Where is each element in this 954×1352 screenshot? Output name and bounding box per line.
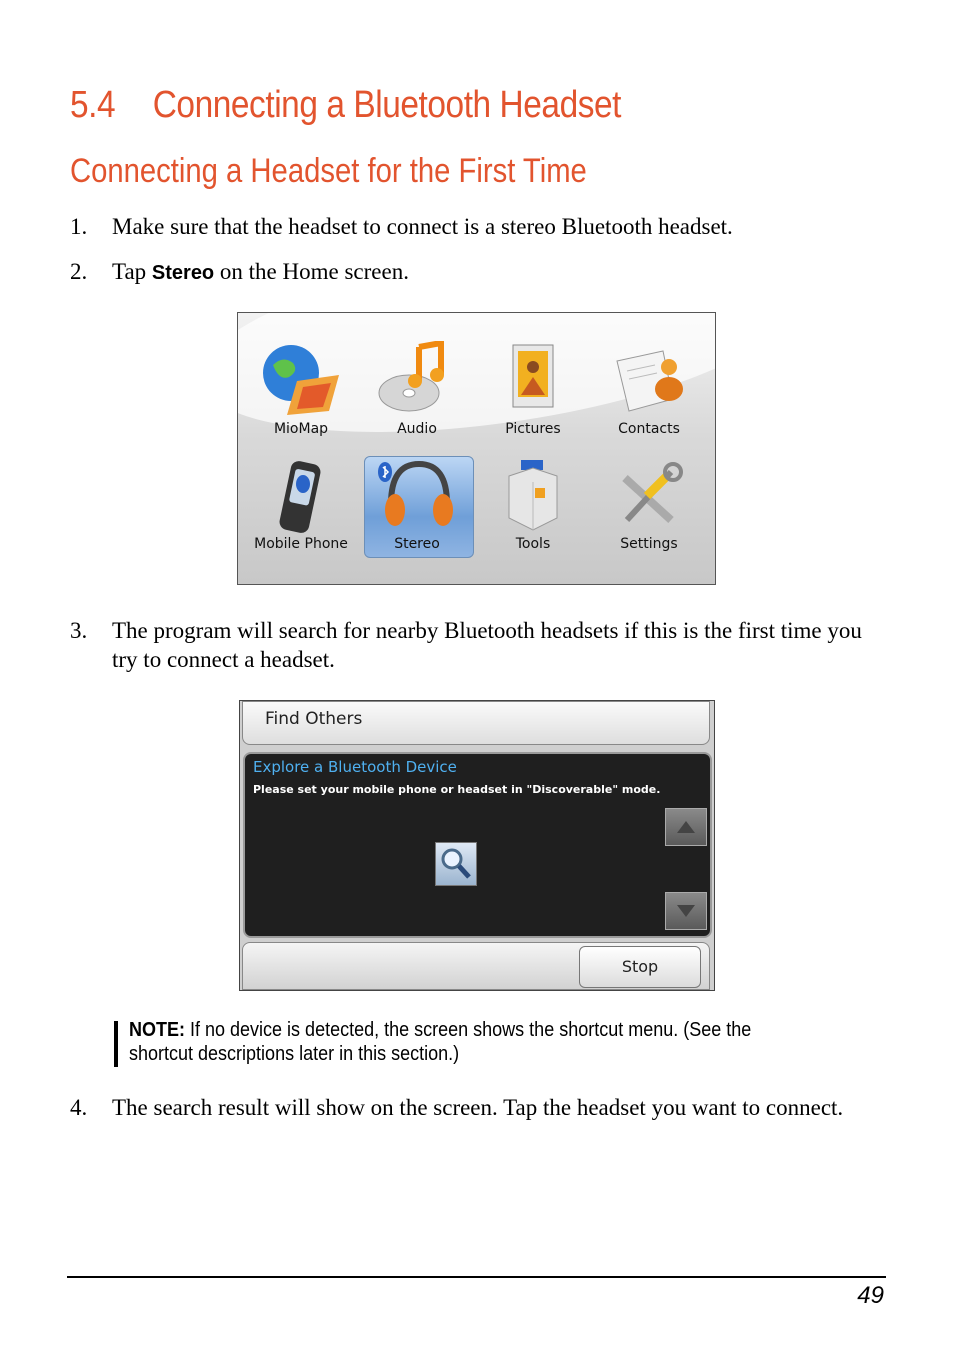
tile-settings[interactable] (591, 458, 707, 568)
scroll-down-button[interactable] (665, 892, 707, 930)
tile-pictures[interactable] (475, 341, 591, 451)
step-1 (70, 212, 890, 241)
find-others-header (242, 701, 710, 745)
note-text: If no device is detected, the screen shows the shortcut menu. (See the shortcut descriptions later in this section.) (129, 1019, 752, 1065)
find-others-title: Find Others (265, 709, 363, 729)
tile-contacts[interactable] (591, 341, 707, 451)
step-2 (70, 257, 890, 288)
section-title: Connecting a Bluetooth Headset (152, 84, 622, 126)
step-3 (70, 616, 890, 674)
tile-tools[interactable] (475, 458, 591, 568)
find-others-screenshot (239, 700, 715, 991)
tile-label: Pictures (505, 421, 561, 437)
tile-label: Audio (397, 421, 437, 437)
tile-label: Mobile Phone (254, 536, 348, 552)
headphones-icon (375, 458, 459, 534)
arrow-down-icon (666, 893, 706, 929)
step-number: 2. (70, 259, 88, 284)
step-number: 1. (70, 214, 88, 239)
step-text (112, 257, 890, 288)
searching-indicator (435, 842, 477, 886)
note (129, 1018, 813, 1066)
toolbox-icon (491, 458, 575, 534)
magnifier-icon (436, 843, 476, 885)
subheading: Connecting a Headset for the First Time (70, 152, 587, 190)
step-4 (70, 1093, 890, 1122)
step-number: 4. (70, 1095, 88, 1120)
home-menu-screenshot (237, 312, 716, 585)
explore-panel (243, 752, 712, 938)
music-cd-icon (375, 341, 459, 415)
panel-text: Please set your mobile phone or headset in "Discoverable" mode. (253, 783, 661, 796)
tile-mobile-phone[interactable] (243, 458, 359, 568)
section-number: 5.4 (70, 84, 116, 126)
step-text: The program will search for nearby Bluetooth headsets if this is the first time you try to connect a headset. (112, 618, 862, 672)
tile-miomap[interactable] (243, 341, 359, 451)
step-text: The search result will show on the screen. Tap the headset you want to connect. (112, 1095, 844, 1120)
footer-rule (67, 1276, 886, 1278)
tile-label: Tools (515, 536, 551, 552)
step-text: Make sure that the headset to connect is a stereo Bluetooth headset. (112, 214, 733, 239)
stop-button[interactable]: Stop (579, 946, 701, 988)
page-number: 49 (857, 1282, 884, 1309)
stereo-keyword: Stereo (151, 262, 215, 284)
tile-label: MioMap (273, 421, 329, 437)
step-text-pre: Tap (112, 259, 152, 284)
scroll-up-button[interactable] (665, 808, 707, 846)
step-number: 3. (70, 618, 88, 643)
arrow-up-icon (666, 809, 706, 845)
picture-frame-icon (491, 341, 575, 415)
tile-stereo[interactable] (359, 458, 475, 568)
step-text-post: on the Home screen. (214, 259, 409, 284)
tile-audio[interactable] (359, 341, 475, 451)
panel-title: Explore a Bluetooth Device (253, 758, 457, 776)
section-heading (70, 84, 621, 127)
mobile-phone-icon (259, 458, 343, 534)
note-label: NOTE: (129, 1019, 185, 1041)
tools-settings-icon (607, 458, 691, 534)
note-bar (114, 1021, 118, 1067)
globe-map-icon (259, 341, 343, 415)
contacts-book-icon (607, 341, 691, 415)
tile-label: Contacts (618, 421, 680, 437)
tile-label: Settings (620, 536, 678, 552)
tile-label: Stereo (394, 536, 440, 552)
find-others-footer (242, 942, 710, 990)
